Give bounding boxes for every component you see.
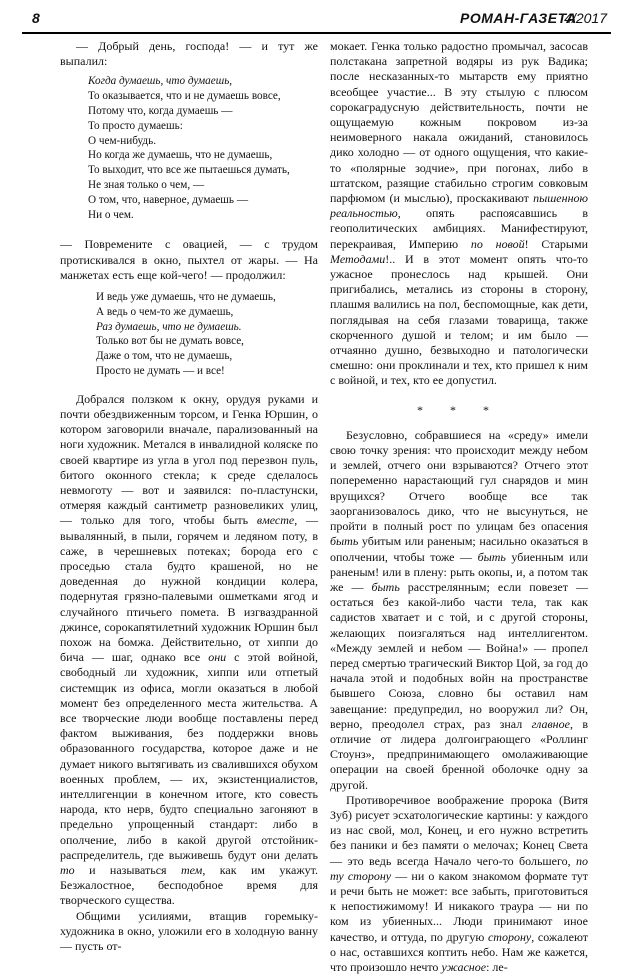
left-column xyxy=(60,39,318,954)
header-rule xyxy=(22,32,611,34)
page-header xyxy=(22,8,611,30)
poem-line: Потому что, когда думаешь — xyxy=(88,105,233,117)
poem-line: То оказывается, что и не думаешь вовсе, xyxy=(88,90,281,103)
poem-line: А ведь о чем-то же думаешь, xyxy=(96,305,234,318)
paragraph-ovation: — Повремените с овацией, — с трудом протискивался в окно, пыхтел от жары. — На манжетах есть еще кой-чего! — продолжил: xyxy=(60,237,318,282)
paragraph-sure: Безусловно, собравшиеся на «среду» имели свою точку зрения: что происходит между небом и землей, отчего они взрываются? Отчего этот попеременно нарастающий гул снарядов и мин врущихся? Отчего вообще все так заорганизовалось дико, что не высунуться, не пройти в полный рост по улицам без опасения быть убитым или раненым; насильно оказаться в ополчении, чтобы тоже — быть убиенным или раненым! или в плену: рыть окопы, и, а потом так же — быть расстрелянным; если повезет — остаться без какой-либо части тела, так как садистов хватает и с той, и с другой стороны, желающих поизгаляться над интеллигентом. «Между землей и небом — Война!» — пропел перед смертью трагический Виктор Цой, за год до начала этой и подобных войн на пространстве бывшего Союза, словно бы оставил нам завещание: предупредил, но вооружил ли? Он, верно, преодолел страх, раз знал главное, в отличие от лидера долгоиграющего «Роллинг Стоунз», предпринимающего омолаживающие операции на своей бренной оболочке одну за другой. xyxy=(330,427,589,792)
poem-line: И ведь уже думаешь, что не думаешь, xyxy=(96,290,276,303)
right-column xyxy=(330,39,588,975)
magazine-title: РОМАН-ГАЗЕТА xyxy=(460,10,577,26)
poem-line: Когда думаешь, что думаешь, xyxy=(88,75,233,88)
poem-line: Но когда же думаешь, что не думаешь, xyxy=(88,149,273,162)
poem-line: Раз думаешь, что не думаешь. xyxy=(96,320,242,333)
poem-first xyxy=(88,74,318,222)
poem-line: О том, что, наверное, думаешь — xyxy=(88,193,249,206)
poem-line: Только вот бы не думать вовсе, xyxy=(96,335,244,348)
poem-line: Не зная только о чем, — xyxy=(88,178,205,191)
poem-line: То выходит, что все же пытаешься думать, xyxy=(88,164,290,177)
poem-second xyxy=(96,290,318,379)
poem-line: О чем-нибудь. xyxy=(88,134,156,147)
page-number: 8 xyxy=(32,10,40,26)
poem-line: Просто не думать — и все! xyxy=(96,364,225,377)
paragraph-soak: мокает. Генка только радостно промычал, засосав полстакана запретной водяры из рук Вадика; после несказанных-то мытарств ему приятно всеобщее участие... В эту стылую с плюсом сорокаградусную действительность, почти не ощущаемую кожным покровом из-за неимоверного накала ожиданий, становилось дико холодно — от одного ощущения, что какие-то «полярные зодчие», при погонах, либо в штатском, разящие стабильно строгим совковым парфюмом (и мыслью), проскакивают пышенною реальностью, опять распоясавшись в геополитических амбициях. Манифестируют, перекраивая, Империю по новой! Старыми Методами!.. И в этот момент опять что-то ужасное пронеслось над крышей. Они пригибались, метались из стороны в сторону, плашмя валились на пол, беспомощные, как дети, поглядывая на себя глазами товарища, также скорченного душой и телом; и им было — отчаянно душно, безвыходно и патологически смешно: они проклинали и тех, кто пришел к ним с войной, и тех, кто ее допустил. xyxy=(330,39,588,388)
paragraph-crawled: Добрался ползком к окну, орудуя руками и почти обездвиженным торсом, и Генка Юршин, о котором заговорили вначале, парализованный на ноги художник. Метался в инвалидной коляске по своей квартире из угла в угол под перезвон пуль, битого оконного стекла; к среде сделалось невмоготу — вот и заявился: по-пластунски, отмеряя каждый сантиметр разновеликих улиц, — только для того, чтобы быть вместе, — вывалянный, в пыли, горячем и ледяном поту, в саже, в черешневых потеках; борода его с проседью стала будто крашеной, но не доведенная до нужной кондиции колера, подернутая грязно-палевыми ошметками ягод и случайного птичьего помета. В изгваздранной джинсе, сорокапятилетний художник Юршин был похож на бомжа. Действительно, от хиппи до бича — шаг, однако все они с этой войной, свободный ли художник, хиппи или отпетый системщик из офиса, могли оказаться в любой момент без определенного места жительства. А все творческие люди вообще поставлены перед фактом выживания, без поддержки вновь образованного государства, которое даже и не думает никого вытягивать из свалившихся обухом военных проблем, — их, экзистенциалистов, интеллигенции в конечном итоге, кто совесть народа, кто нерв, будто специально загоняют в предельно упрощенный стандарт: либо в ополчение, либо в какой другой отстойник-распределитель, где выживешь будут они делать то и называться тем, как им укажут. Безжалостное, бесподобное время для творческого существа. xyxy=(60,391,319,908)
paragraph-intro: — Добрый день, господа! — и тут же выпалил: xyxy=(60,39,318,69)
poem-line: То просто думаешь: xyxy=(88,119,183,132)
paragraph-prophet: Противоречивое воображение пророка (Витя Зуб) рисует эсхатологические картины: у каждого из нас свой, мол, Конец, и его нужно встретить без паники и без памяти о мелочах; Конец Света — это ведь всегда Начало чего-то большего, по ту сторону — ни о каком знакомом формате тут и речи быть не может: все забыть, приготовиться к непостижимому! И никакого траура — ни по ком из убиенных... Люди принимают иное качество, и оттуда, по другую сторону, сожалеют о нас, оставшихся коптить небо. Нам же кажется, что произошло нечто ужасное: ле- xyxy=(330,792,588,974)
issue-number: 4/2017 xyxy=(564,10,607,26)
paragraph-efforts: Общими усилиями, втащив горемыку-художника в окно, уложили его в холодную ванну — пусть от- xyxy=(60,908,318,954)
poem-line: Даже о том, что не думаешь, xyxy=(96,350,233,363)
section-divider: * * * xyxy=(417,402,501,417)
poem-line: Ни о чем. xyxy=(88,208,134,221)
